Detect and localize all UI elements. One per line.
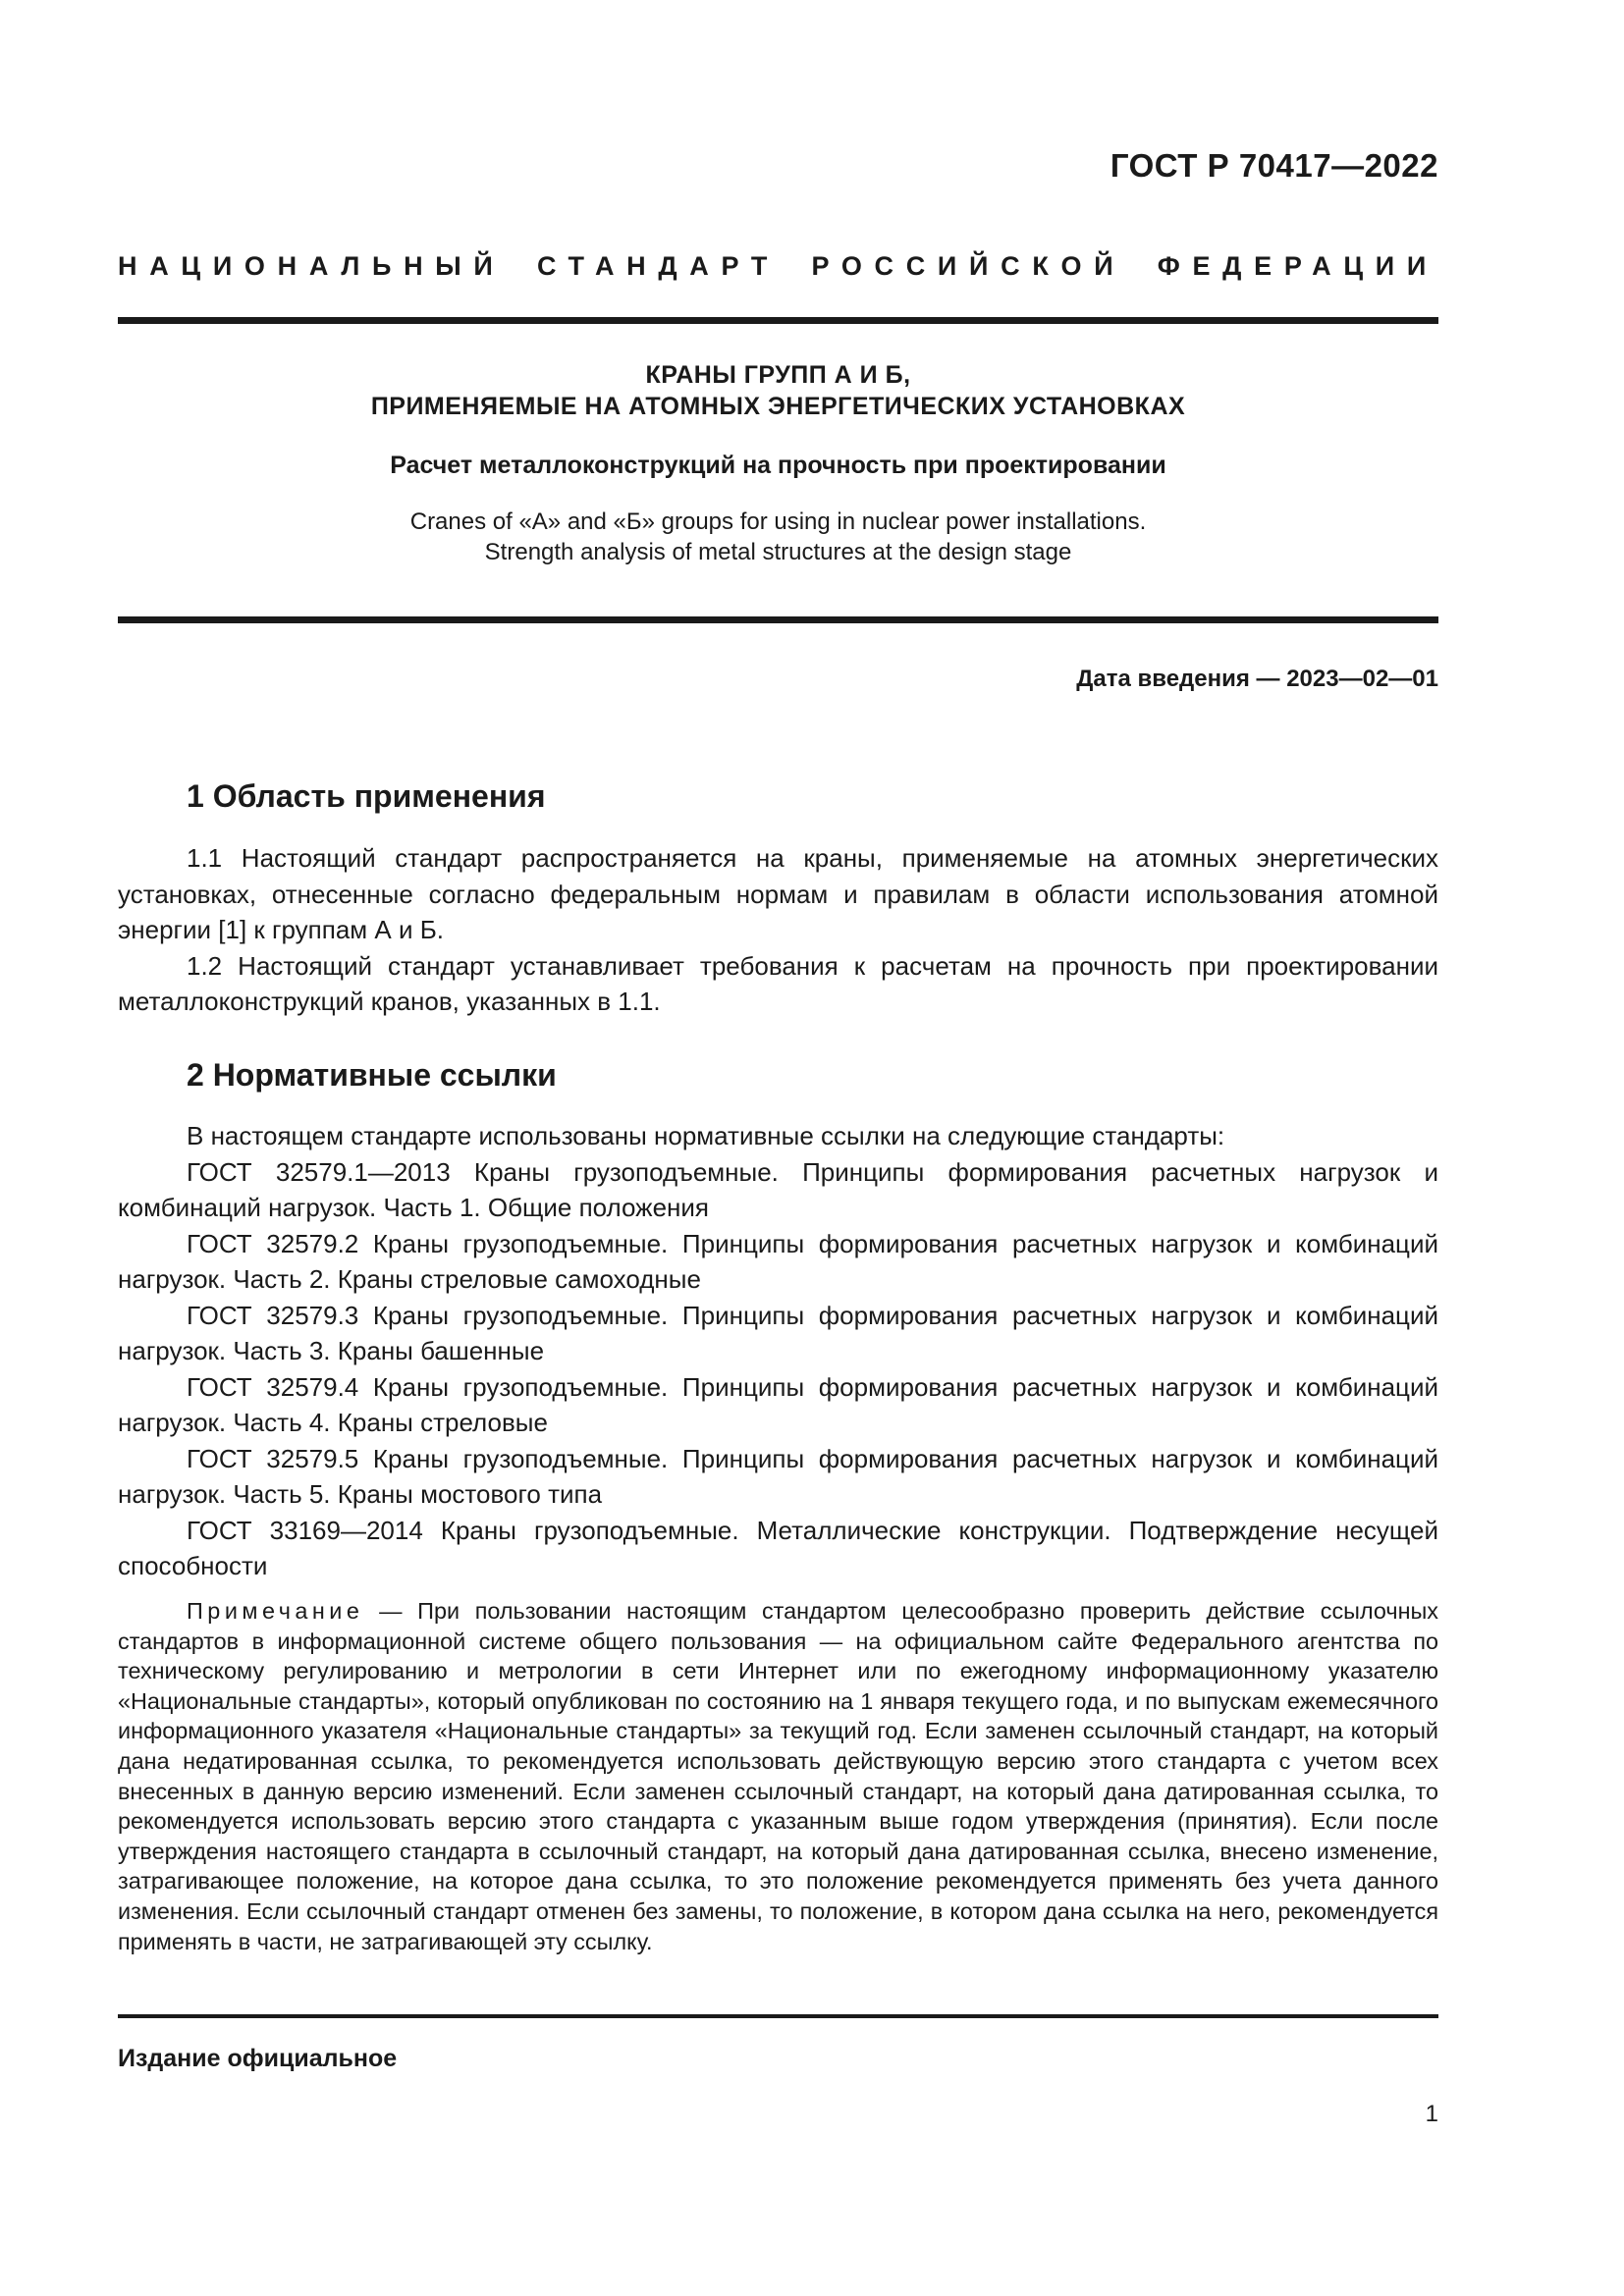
- footer-divider: [118, 2014, 1438, 2018]
- page-number: 1: [1425, 2101, 1438, 2127]
- title-block: [118, 359, 1438, 567]
- english-title: [118, 507, 1438, 567]
- title-divider: [118, 616, 1438, 623]
- introduction-date: Дата введения — 2023—02—01: [1076, 666, 1438, 692]
- section-2-body: [118, 1118, 1438, 1584]
- header-divider: [118, 317, 1438, 324]
- note-body: — При пользовании настоящим стандартом целесообразно проверить действие ссылочных стандартов в информационной системе общего пользования — на официальном сайте Федерального агентства по техническому регулированию и метрологии в сети Интернет или по ежегодному информационному указателю «Национальные стандарты», который опубликован по состоянию на 1 января текущего года, и по выпускам ежемесячного информационного указателя «Национальные стандарты» за текущий год. Если заменен ссылочный стандарт, на который дана недатированная ссылка, то рекомендуется использовать действующую версию этого стандарта с учетом всех внесенных в данную версию изменений. Если заменен ссылочный стандарт, на который дана датированная ссылка, то рекомендуется использовать версию этого стандарта с указанным выше годом утверждения (принятия). Если после утверждения настоящего стандарта в ссылочный стандарт, на который дана датированная ссылка, внесено изменение, затрагивающее положение, на которое дана ссылка, то это положение рекомендуется применять без учета данного изменения. Если ссылочный стандарт отменен без замены, то положение, в котором дана ссылка на него, рекомендуется применять в части, не затрагивающей эту ссылку.: [118, 1598, 1438, 1954]
- section-2-heading: 2 Нормативные ссылки: [187, 1057, 557, 1093]
- document-title: [118, 359, 1438, 422]
- reference-item: ГОСТ 32579.3 Краны грузоподъемные. Принципы формирования расчетных нагрузок и комбинаций нагрузок. Часть 3. Краны башенные: [118, 1300, 1438, 1365]
- paragraph: 1.1 Настоящий стандарт распространяется на краны, применяемые на атомных энергетических установках, отнесенные согласно федеральным нормам и правилам в области использования атомной энергии [1] к группам А и Б.: [118, 843, 1438, 944]
- reference-item: ГОСТ 32579.4 Краны грузоподъемные. Принципы формирования расчетных нагрузок и комбинаций нагрузок. Часть 4. Краны стреловые: [118, 1371, 1438, 1437]
- reference-item: ГОСТ 32579.2 Краны грузоподъемные. Принципы формирования расчетных нагрузок и комбинаций нагрузок. Часть 2. Краны стреловые самоходные: [118, 1228, 1438, 1294]
- section-1-body: [118, 840, 1438, 1020]
- section-1-heading: 1 Область применения: [187, 778, 546, 814]
- official-edition-label: Издание официальное: [118, 2045, 398, 2072]
- document-subtitle: Расчет металлоконструкций на прочность при проектировании: [390, 452, 1166, 479]
- reference-item: ГОСТ 33169—2014 Краны грузоподъемные. Металлические конструкции. Подтверждение несущей способности: [118, 1515, 1438, 1580]
- reference-item: ГОСТ 32579.5 Краны грузоподъемные. Принципы формирования расчетных нагрузок и комбинаций нагрузок. Часть 5. Краны мостового типа: [118, 1443, 1438, 1509]
- document-page: [118, 0, 1438, 2296]
- english-title-line-2: Strength analysis of metal structures at the design stage: [484, 539, 1072, 565]
- english-title-line-1: Cranes of «A» and «Б» groups for using in nuclear power installations.: [409, 508, 1147, 535]
- title-line-2: ПРИМЕНЯЕМЫЕ НА АТОМНЫХ ЭНЕРГЕТИЧЕСКИХ УСТАНОВКАХ: [370, 393, 1186, 420]
- note-block: [118, 1596, 1438, 1956]
- national-standard-header: НАЦИОНАЛЬНЫЙ СТАНДАРТ РОССИЙСКОЙ ФЕДЕРАЦИИ: [118, 251, 1438, 281]
- reference-item: ГОСТ 32579.1—2013 Краны грузоподъемные. Принципы формирования расчетных нагрузок и комбинаций нагрузок. Часть 1. Общие положения: [118, 1156, 1438, 1222]
- note-label: Примечание: [187, 1598, 364, 1624]
- title-line-1: КРАНЫ ГРУПП А И Б,: [645, 361, 911, 389]
- paragraph: В настоящем стандарте использованы нормативные ссылки на следующие стандарты:: [187, 1121, 1225, 1150]
- note-paragraph: [118, 1596, 1438, 1956]
- document-number: ГОСТ Р 70417—2022: [1110, 147, 1438, 184]
- paragraph: 1.2 Настоящий стандарт устанавливает требования к расчетам на прочность при проектировании металлоконструкций кранов, указанных в 1.1.: [118, 950, 1438, 1016]
